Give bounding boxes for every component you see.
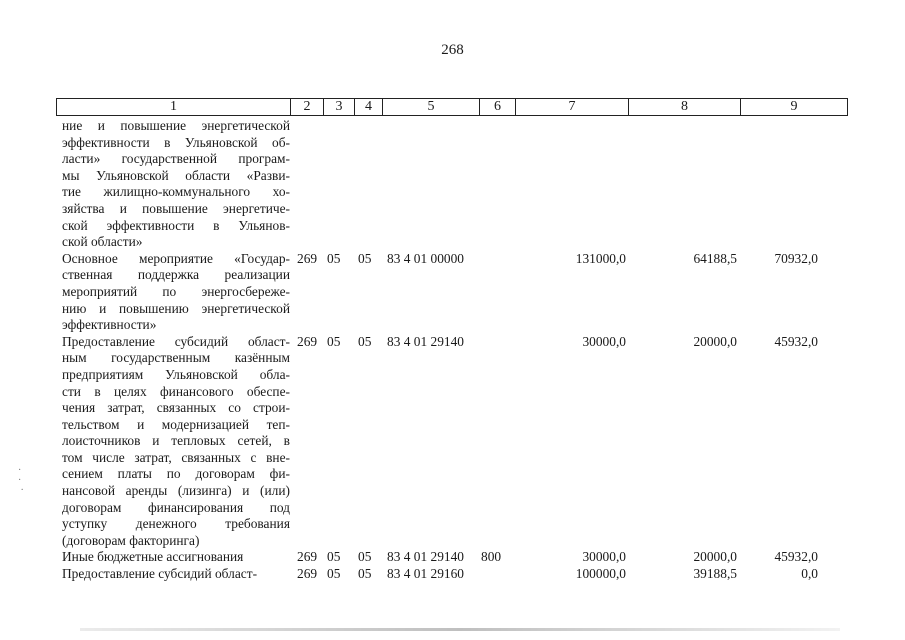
row-cell-c8: 20000,0 (693, 549, 737, 565)
row-cell-c7: 30000,0 (582, 549, 626, 565)
header-col-5: 5 (383, 99, 480, 115)
row-cell-c2: 269 (297, 566, 318, 582)
row-cell-c5: 83 4 01 00000 (387, 250, 464, 266)
row-name-line: Предоставление субсидий област- (62, 333, 290, 349)
row-name-line: сти в целях финансового обеспе- (62, 383, 290, 399)
row-cell-c2: 269 (297, 250, 318, 266)
header-col-2: 2 (291, 99, 324, 115)
header-col-7: 7 (516, 99, 629, 115)
row-cell-c3: 05 (327, 333, 341, 349)
row-cell-c3: 05 (327, 566, 341, 582)
row-name-line: нию и повышению энергетической (62, 300, 290, 316)
row-cell-c8: 64188,5 (693, 250, 737, 266)
row-cell-c6: 800 (481, 549, 502, 565)
table-header (56, 98, 848, 116)
row-cell-c4: 05 (358, 333, 372, 349)
row-name-line: ской эффективности в Ульянов- (62, 217, 290, 233)
row-name-line: предприятиям Ульяновской обла- (62, 366, 290, 382)
scan-noise: · · · (18, 465, 24, 496)
table-row (56, 334, 848, 550)
row-name-line: тие жилищно-коммунального хо- (62, 184, 290, 200)
page-number: 268 (441, 42, 464, 58)
row-name-line: уступку денежного требования (62, 516, 290, 532)
row-name-cell (56, 334, 290, 550)
row-name-line: ным государственным казённым (62, 350, 290, 366)
row-name-line: договорам финансирования под (62, 499, 290, 515)
row-name-cell (56, 566, 290, 583)
row-cell-c9: 0,0 (801, 566, 818, 582)
row-name-line: ласти» государственной програм- (62, 151, 290, 167)
row-name-line: мы Ульяновской области «Разви- (62, 167, 290, 183)
row-cell-c7: 30000,0 (582, 333, 626, 349)
row-cell-c8: 39188,5 (693, 566, 737, 582)
row-cell-c5: 83 4 01 29160 (387, 566, 464, 582)
row-name-line: эффективности в Ульяновской об- (62, 134, 290, 150)
row-name-line: сением платы по договорам фи- (62, 466, 290, 482)
row-cell-c4: 05 (358, 566, 372, 582)
row-name-line: мероприятий по энергосбереже- (62, 283, 290, 299)
header-col-3: 3 (324, 99, 355, 115)
scan-edge-shadow (80, 628, 840, 631)
table-row (56, 118, 848, 251)
row-cell-c9: 70932,0 (774, 250, 818, 266)
row-name-line: нансовой аренды (лизинга) и (или) (62, 483, 290, 499)
row-cell-c4: 05 (358, 250, 372, 266)
row-name-line: ние и повышение энергетической (62, 118, 290, 133)
row-name-line: Основное мероприятие «Государ- (62, 250, 290, 266)
row-name-line: эффективности» (62, 317, 157, 333)
row-name-line: том числе затрат, связанных с вне- (62, 449, 290, 465)
row-cell-c7: 131000,0 (575, 250, 626, 266)
row-cell-c2: 269 (297, 549, 318, 565)
row-cell-c7: 100000,0 (575, 566, 626, 582)
row-cell-c9: 45932,0 (774, 549, 818, 565)
row-name-line: (договорам факторинга) (62, 532, 200, 548)
row-name-line: ской области» (62, 234, 143, 250)
row-name-cell (56, 251, 290, 334)
header-col-4: 4 (355, 99, 383, 115)
row-name-line: лоисточников и тепловых сетей, в (62, 433, 290, 449)
row-cell-c4: 05 (358, 549, 372, 565)
row-cell-c9: 45932,0 (774, 333, 818, 349)
row-name-line: зяйства и повышение энергетиче- (62, 200, 290, 216)
row-name-cell (56, 549, 290, 566)
row-cell-c3: 05 (327, 549, 341, 565)
row-cell-c5: 83 4 01 29140 (387, 549, 464, 565)
row-name-line: тельством и модернизацией теп- (62, 416, 290, 432)
header-col-1: 1 (57, 99, 291, 115)
table-row (56, 251, 848, 334)
row-cell-c2: 269 (297, 333, 318, 349)
header-col-9: 9 (790, 99, 798, 114)
row-name-line: Иные бюджетные ассигнования (62, 549, 244, 565)
table-row (56, 566, 848, 583)
row-name-line: ственная поддержка реализации (62, 267, 290, 283)
header-col-8: 8 (629, 99, 741, 115)
row-name-cell (56, 118, 290, 251)
row-cell-c8: 20000,0 (693, 333, 737, 349)
table-body (56, 118, 848, 583)
row-name-line: чения затрат, связанных со строи- (62, 400, 290, 416)
row-cell-c3: 05 (327, 250, 341, 266)
header-col-6: 6 (480, 99, 516, 115)
table-row (56, 549, 848, 566)
row-name-line: Предоставление субсидий област- (62, 566, 258, 582)
row-cell-c5: 83 4 01 29140 (387, 333, 464, 349)
